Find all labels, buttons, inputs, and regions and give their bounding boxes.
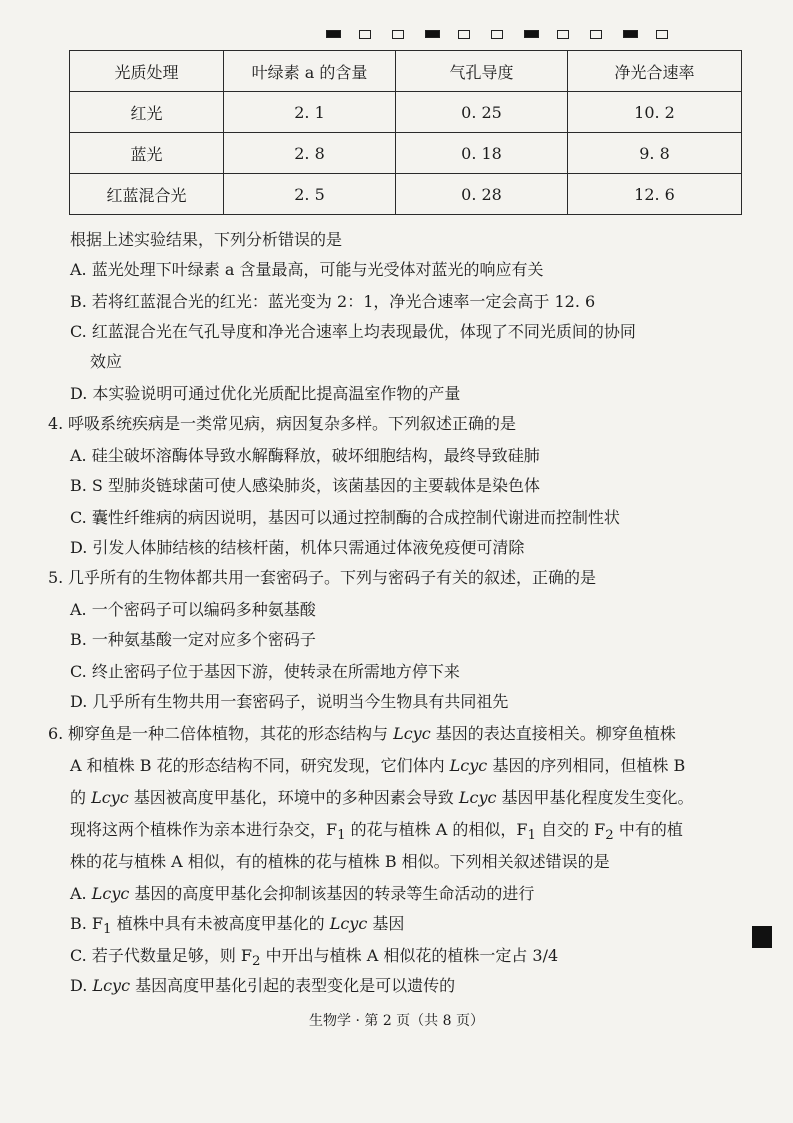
- filled-mark: [524, 30, 539, 38]
- q5-option-c: C. 终止密码子位于基因下游，使转录在所需地方停下来: [70, 662, 460, 681]
- option-letter: D.: [70, 976, 93, 995]
- gene-name: Lcyc: [91, 788, 129, 807]
- gene-name: Lcyc: [449, 756, 488, 775]
- table-header-cell: 叶绿素 a 的含量: [224, 51, 396, 92]
- q6-option-a: [70, 884, 534, 904]
- table-cell: 红光: [70, 92, 224, 133]
- text-span: C. 若子代数量足够，则 F: [70, 946, 253, 965]
- question-number: 5.: [48, 568, 64, 587]
- table-row: [70, 92, 742, 133]
- gene-name: Lcyc: [91, 884, 130, 903]
- q6-option-d: [70, 976, 455, 996]
- text-span: 现将这两个植株作为亲本进行杂交，F: [70, 820, 338, 839]
- subscript: 1: [527, 828, 536, 844]
- table-row: [70, 133, 742, 174]
- text-span: 基因: [367, 914, 405, 933]
- page-footer: 生物学 · 第 2 页（共 8 页）: [309, 1013, 484, 1029]
- text-span: 基因的表达直接相关。柳穿鱼植株: [430, 724, 676, 743]
- table-cell: 蓝光: [70, 133, 224, 174]
- gene-name: Lcyc: [458, 788, 497, 807]
- q3-option-a: A. 蓝光处理下叶绿素 a 含量最高，可能与光受体对蓝光的响应有关: [70, 260, 544, 279]
- table-header-cell: 净光合速率: [568, 51, 742, 92]
- text-span: B. F: [70, 914, 104, 933]
- open-mark: [590, 30, 602, 39]
- text-span: 中开出与植株 A 相似花的植株一定占 3/4: [260, 946, 559, 965]
- table-header-cell: 气孔导度: [396, 51, 568, 92]
- filled-mark: [326, 30, 341, 38]
- q6-stem-line3: [70, 788, 694, 808]
- question-number: 4.: [48, 414, 64, 433]
- q5-stem-text: 几乎所有的生物体都共用一套密码子。下列与密码子有关的叙述，正确的是: [68, 568, 597, 587]
- table-row: [70, 174, 742, 215]
- q6-stem-line1: [48, 724, 676, 744]
- open-mark: [656, 30, 668, 39]
- table-cell: 9. 8: [568, 133, 742, 174]
- q6-stem-line4: [70, 820, 683, 846]
- open-mark: [491, 30, 503, 39]
- text-span: 的花与植株 A 的相似，F: [345, 820, 528, 839]
- table-cell: 0. 25: [396, 92, 568, 133]
- open-mark: [359, 30, 371, 39]
- table-cell: 红蓝混合光: [70, 174, 224, 215]
- experiment-table: [69, 50, 742, 215]
- gene-name: Lcyc: [329, 914, 368, 933]
- text-span: 柳穿鱼是一种二倍体植物，其花的形态结构与: [68, 724, 394, 743]
- subscript: 2: [605, 828, 614, 844]
- q5-option-b: B. 一种氨基酸一定对应多个密码子: [70, 630, 316, 649]
- q6-option-b: [70, 914, 404, 940]
- text-span: 自交的 F: [536, 820, 606, 839]
- q6-stem-line5: 株的花与植株 A 相似，有的植株的花与植株 B 相似。下列相关叙述错误的是: [70, 852, 610, 871]
- text-span: 基因被高度甲基化，环境中的多种因素会导致: [128, 788, 459, 807]
- q3-option-c-cont: 效应: [90, 352, 123, 371]
- q3-stem: 根据上述实验结果，下列分析错误的是: [70, 230, 343, 249]
- gene-name: Lcyc: [92, 976, 131, 995]
- table-cell: 2. 5: [224, 174, 396, 215]
- q4-option-c: C. 囊性纤维病的病因说明，基因可以通过控制酶的合成控制代谢进而控制性状: [70, 508, 620, 527]
- text-span: 基因高度甲基化引起的表型变化是可以遗传的: [130, 976, 456, 995]
- text-span: 的: [70, 788, 92, 807]
- subscript: 1: [103, 922, 112, 938]
- table-cell: 10. 2: [568, 92, 742, 133]
- text-span: 基因的高度甲基化会抑制该基因的转录等生命活动的进行: [129, 884, 535, 903]
- question-number: 6.: [48, 724, 64, 743]
- gene-name: Lcyc: [393, 724, 431, 743]
- open-mark: [392, 30, 404, 39]
- q3-option-d: D. 本实验说明可通过优化光质配比提高温室作物的产量: [70, 384, 461, 403]
- text-span: 基因的序列相同，但植株 B: [487, 756, 686, 775]
- q4-option-b: B. S 型肺炎链球菌可使人感染肺炎，该菌基因的主要载体是染色体: [70, 476, 540, 495]
- table-header-cell: 光质处理: [70, 51, 224, 92]
- q3-option-b: B. 若将红蓝混合光的红光：蓝光变为 2：1，净光合速率一定会高于 12. 6: [70, 292, 596, 311]
- option-letter: A.: [70, 884, 92, 903]
- q3-option-c: C. 红蓝混合光在气孔导度和净光合速率上均表现最优，体现了不同光质间的协同: [70, 322, 636, 341]
- table-cell: 0. 18: [396, 133, 568, 174]
- q4-option-a: A. 硅尘破坏溶酶体导致水解酶释放，破坏细胞结构，最终导致硅肺: [70, 446, 540, 465]
- open-mark: [458, 30, 470, 39]
- q6-option-c: [70, 946, 558, 972]
- q5-stem: [48, 568, 596, 588]
- q5-option-a: A. 一个密码子可以编码多种氨基酸: [70, 600, 316, 619]
- q4-option-d: D. 引发人体肺结核的结核杆菌，机体只需通过体液免疫便可清除: [70, 538, 525, 557]
- text-span: 基因甲基化程度发生变化。: [496, 788, 694, 807]
- text-span: 植株中具有未被高度甲基化的: [111, 914, 330, 933]
- text-span: 中有的植: [613, 820, 683, 839]
- filled-mark: [623, 30, 638, 38]
- q4-stem-text: 呼吸系统疾病是一类常见病，病因复杂多样。下列叙述正确的是: [68, 414, 517, 433]
- q5-option-d: D. 几乎所有生物共用一套密码子，说明当今生物具有共同祖先: [70, 692, 509, 711]
- text-span: A 和植株 B 花的形态结构不同，研究发现，它们体内: [70, 756, 450, 775]
- table-cell: 12. 6: [568, 174, 742, 215]
- q4-stem: [48, 414, 516, 434]
- alignment-marks: [326, 30, 746, 40]
- filled-mark: [425, 30, 440, 38]
- table-cell: 2. 1: [224, 92, 396, 133]
- table-cell: 0. 28: [396, 174, 568, 215]
- side-alignment-mark: [752, 926, 772, 948]
- q6-stem-line2: [70, 756, 685, 776]
- subscript: 1: [337, 828, 346, 844]
- subscript: 2: [252, 954, 261, 970]
- table-cell: 2. 8: [224, 133, 396, 174]
- open-mark: [557, 30, 569, 39]
- table-header-row: [70, 51, 742, 92]
